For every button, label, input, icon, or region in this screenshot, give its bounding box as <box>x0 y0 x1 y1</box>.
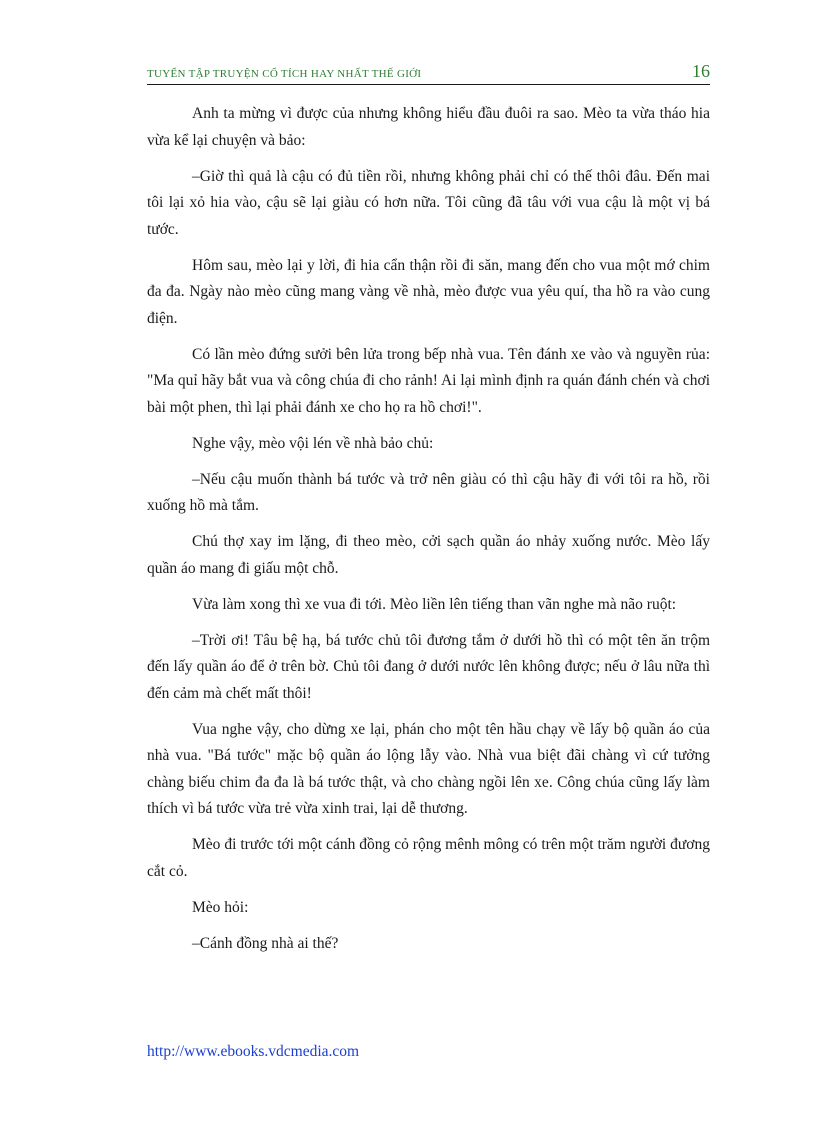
story-body <box>147 101 710 967</box>
paragraph: –Trời ơi! Tâu bệ hạ, bá tước chủ tôi đương tắm ở dưới hồ thì có một tên ăn trộm đến lấy quần áo để ở trên bờ. Chủ tôi đang ở dưới nước lên không được; nếu ở lâu nữa thì đến cảm mà chết mất thôi! <box>147 631 710 702</box>
paragraph: Nghe vậy, mèo vội lén về nhà bảo chủ: <box>192 434 434 452</box>
book-title: TUYỂN TẬP TRUYỆN CỔ TÍCH HAY NHẤT THẾ GIỚI <box>147 68 422 80</box>
paragraph: Chú thợ xay im lặng, đi theo mèo, cởi sạch quần áo nhảy xuống nước. Mèo lấy quần áo mang đi giấu một chỗ. <box>147 533 710 577</box>
paragraph: Mèo đi trước tới một cánh đồng cỏ rộng mênh mông có trên một trăm người đương cắt cỏ. <box>147 836 710 880</box>
paragraph: Anh ta mừng vì được của nhưng không hiểu đầu đuôi ra sao. Mèo ta vừa tháo hia vừa kể lại chuyện và bảo: <box>147 105 710 149</box>
page-number: 16 <box>692 61 710 81</box>
paragraph: Có lần mèo đứng sưởi bên lửa trong bếp nhà vua. Tên đánh xe vào và nguyền rủa: "Ma quỉ hãy bắt vua và công chúa đi cho rảnh! Ai lại mình định ra quán đánh chén và chơi bài một phen, thì lại phải đánh xe cho họ ra hồ chơi!". <box>147 345 710 416</box>
paragraph: –Cánh đồng nhà ai thế? <box>192 934 339 952</box>
paragraph: –Nếu cậu muốn thành bá tước và trở nên giàu có thì cậu hãy đi với tôi ra hồ, rồi xuống hồ mà tắm. <box>147 470 710 514</box>
paragraph: Mèo hỏi: <box>192 898 249 916</box>
footer-link[interactable]: http://www.ebooks.vdcmedia.com <box>147 1043 360 1060</box>
page-header <box>147 60 710 85</box>
paragraph: Vua nghe vậy, cho dừng xe lại, phán cho một tên hầu chạy về lấy bộ quần áo của nhà vua. "Bá tước" mặc bộ quần áo lộng lẫy vào. Nhà vua biệt đãi chàng vì cứ tưởng chàng biếu chim đa đa là bá tước thật, và cho chàng ngồi lên xe. Công chúa cũng lấy làm thích vì bá tước vừa trẻ vừa xinh trai, lại dễ thương. <box>147 720 710 817</box>
paragraph: Vừa làm xong thì xe vua đi tới. Mèo liền lên tiếng than vãn nghe mà não ruột: <box>192 595 677 613</box>
paragraph: –Giờ thì quả là cậu có đủ tiền rồi, nhưng không phải chỉ có thế thôi đâu. Đến mai tôi lại xỏ hia vào, cậu sẽ lại giàu có hơn nữa. Tôi cũng đã tâu với vua cậu là một vị bá tước. <box>147 167 710 238</box>
paragraph: Hôm sau, mèo lại y lời, đi hia cẩn thận rồi đi săn, mang đến cho vua một mớ chim đa đa. Ngày nào mèo cũng mang vàng về nhà, mèo được vua yêu quí, tha hồ ra vào cung điện. <box>147 256 710 327</box>
